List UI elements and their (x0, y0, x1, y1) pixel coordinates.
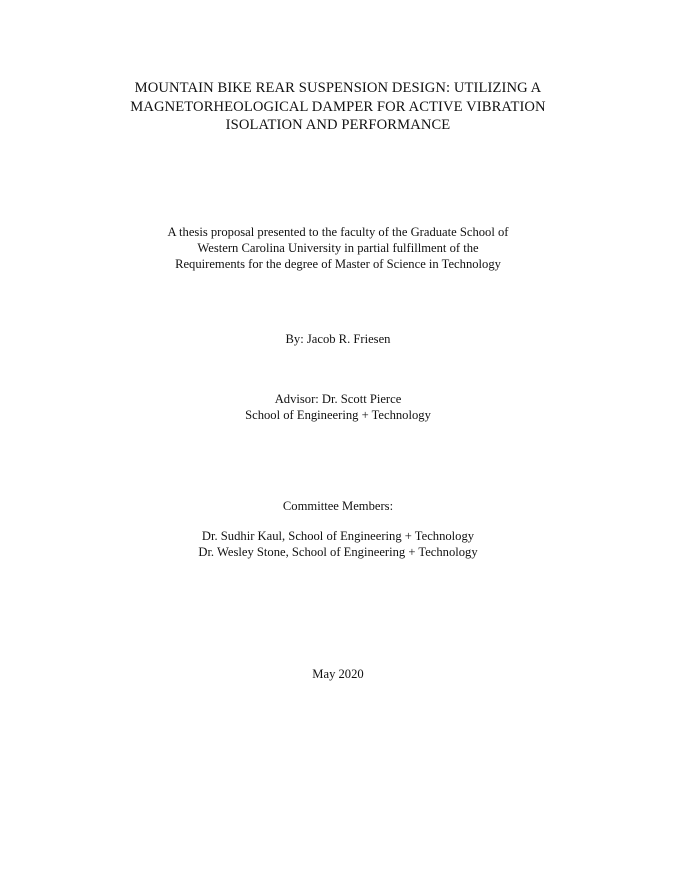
author-name: By: Jacob R. Friesen (285, 332, 391, 346)
committee-heading-text: Committee Members: (282, 499, 394, 513)
date-text: May 2020 (312, 667, 364, 681)
title-line: MAGNETORHEOLOGICAL DAMPER FOR ACTIVE VIBRATION (130, 98, 546, 115)
submission-date (0, 666, 676, 682)
committee-heading (0, 498, 676, 514)
committee-member: Dr. Sudhir Kaul, School of Engineering + Technology (201, 529, 475, 543)
committee-members (0, 528, 676, 560)
advisor-name: Advisor: Dr. Scott Pierce (274, 392, 402, 406)
advisor-block (0, 391, 676, 423)
proposal-statement (0, 224, 676, 273)
author-line (0, 331, 676, 347)
advisor-affiliation: School of Engineering + Technology (245, 408, 431, 423)
proposal-line: Requirements for the degree of Master of Science in Technology (175, 257, 501, 272)
title-line: ISOLATION AND PERFORMANCE (225, 117, 451, 133)
committee-member: Dr. Wesley Stone, School of Engineering + Technology (198, 545, 478, 560)
title-line: MOUNTAIN BIKE REAR SUSPENSION DESIGN: UTILIZING A (134, 80, 542, 96)
proposal-line: A thesis proposal presented to the faculty of the Graduate School of (167, 225, 509, 239)
proposal-line: Western Carolina University in partial fulfillment of the (197, 241, 479, 256)
thesis-title (0, 79, 676, 135)
